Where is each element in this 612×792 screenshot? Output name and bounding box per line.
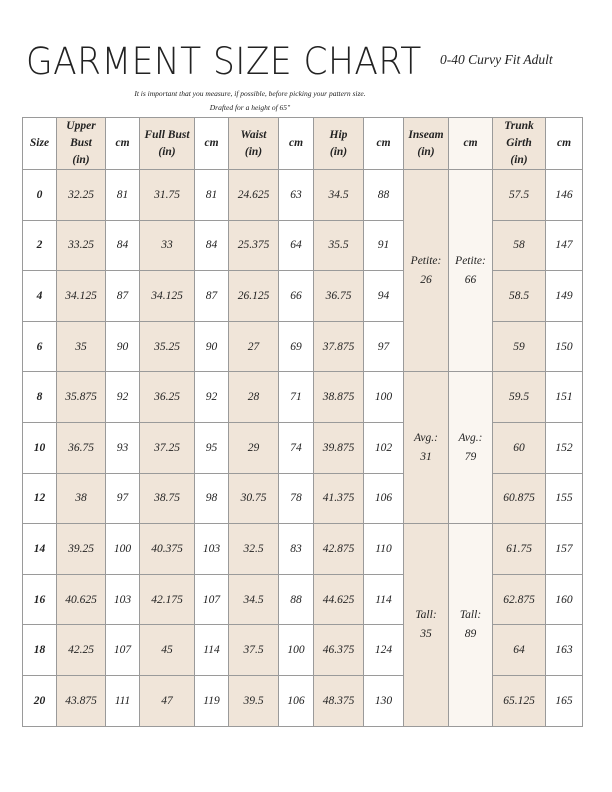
waist-cell: 39.5 [229,675,279,726]
trunk-girth-cm-cell: 160 [546,574,583,625]
upper-bust-cell: 36.75 [57,422,106,473]
inseam-in-cell: Avg.: 31 [404,372,449,524]
trunk-girth-cell: 58 [493,220,546,271]
trunk-girth-cm-cell: 155 [546,473,583,524]
hip-cell: 34.5 [314,170,364,221]
size-chart-table [22,117,583,727]
waist-cm-cell: 74 [279,422,314,473]
size-cell: 16 [23,574,57,625]
upper-bust-cell: 39.25 [57,524,106,575]
upper-bust-cm-cell: 87 [106,271,140,322]
upper-bust-cell: 42.25 [57,625,106,676]
waist-cm-cell: 78 [279,473,314,524]
upper-bust-cm-cell: 92 [106,372,140,423]
size-cell: 14 [23,524,57,575]
table-row [23,574,583,625]
upper-bust-cm-cell: 111 [106,675,140,726]
waist-cell: 37.5 [229,625,279,676]
hip-cell: 48.375 [314,675,364,726]
waist-cell: 34.5 [229,574,279,625]
hip-cell: 42.875 [314,524,364,575]
trunk-girth-cm-cell: 165 [546,675,583,726]
full-bust-cm-cell: 81 [195,170,229,221]
trunk-girth-cm-cell: 149 [546,271,583,322]
table-row [23,625,583,676]
trunk-girth-cell: 62.875 [493,574,546,625]
waist-cell: 29 [229,422,279,473]
hip-cell: 39.875 [314,422,364,473]
trunk-girth-cm-cell: 146 [546,170,583,221]
header-cm: cm [195,118,229,170]
size-cell: 10 [23,422,57,473]
header-inseam: Inseam (in) [404,118,449,170]
hip-cell: 44.625 [314,574,364,625]
full-bust-cell: 42.175 [140,574,195,625]
upper-bust-cm-cell: 90 [106,321,140,372]
waist-cell: 24.625 [229,170,279,221]
full-bust-cell: 33 [140,220,195,271]
header-cm: cm [449,118,493,170]
full-bust-cell: 31.75 [140,170,195,221]
hip-cm-cell: 102 [364,422,404,473]
inseam-cm-cell: Avg.: 79 [449,372,493,524]
full-bust-cm-cell: 87 [195,271,229,322]
hip-cm-cell: 100 [364,372,404,423]
upper-bust-cell: 35.875 [57,372,106,423]
trunk-girth-cell: 58.5 [493,271,546,322]
hip-cm-cell: 97 [364,321,404,372]
header-cm: cm [279,118,314,170]
waist-cm-cell: 88 [279,574,314,625]
table-row [23,372,583,423]
hip-cell: 41.375 [314,473,364,524]
size-cell: 6 [23,321,57,372]
header-size: Size [23,118,57,170]
trunk-girth-cell: 60 [493,422,546,473]
inseam-cm-cell: Petite: 66 [449,170,493,372]
size-cell: 20 [23,675,57,726]
upper-bust-cm-cell: 93 [106,422,140,473]
trunk-girth-cell: 57.5 [493,170,546,221]
full-bust-cm-cell: 84 [195,220,229,271]
waist-cm-cell: 69 [279,321,314,372]
full-bust-cm-cell: 119 [195,675,229,726]
full-bust-cell: 36.25 [140,372,195,423]
chart-subtitle: 0-40 Curvy Fit Adult [440,52,553,67]
waist-cm-cell: 66 [279,271,314,322]
trunk-girth-cm-cell: 147 [546,220,583,271]
size-cell: 2 [23,220,57,271]
waist-cm-cell: 64 [279,220,314,271]
trunk-girth-cell: 65.125 [493,675,546,726]
table-row [23,271,583,322]
inseam-cm-cell: Tall: 89 [449,524,493,726]
header-hip: Hip (in) [314,118,364,170]
header-waist: Waist (in) [229,118,279,170]
hip-cm-cell: 91 [364,220,404,271]
trunk-girth-cm-cell: 163 [546,625,583,676]
table-row [23,675,583,726]
size-cell: 4 [23,271,57,322]
upper-bust-cm-cell: 100 [106,524,140,575]
full-bust-cm-cell: 92 [195,372,229,423]
hip-cell: 46.375 [314,625,364,676]
upper-bust-cm-cell: 103 [106,574,140,625]
waist-cell: 30.75 [229,473,279,524]
trunk-girth-cell: 59 [493,321,546,372]
full-bust-cm-cell: 98 [195,473,229,524]
measure-note: It is important that you measure, if possible, before picking your pattern size. [134,89,366,98]
trunk-girth-cell: 61.75 [493,524,546,575]
full-bust-cell: 47 [140,675,195,726]
full-bust-cm-cell: 103 [195,524,229,575]
upper-bust-cell: 32.25 [57,170,106,221]
upper-bust-cm-cell: 107 [106,625,140,676]
full-bust-cm-cell: 114 [195,625,229,676]
table-row [23,321,583,372]
full-bust-cell: 35.25 [140,321,195,372]
header-cm: cm [106,118,140,170]
size-cell: 12 [23,473,57,524]
full-bust-cell: 38.75 [140,473,195,524]
table-row [23,220,583,271]
hip-cm-cell: 130 [364,675,404,726]
height-note: Drafted for a height of 65" [209,103,291,112]
trunk-girth-cm-cell: 150 [546,321,583,372]
hip-cell: 36.75 [314,271,364,322]
waist-cell: 28 [229,372,279,423]
hip-cm-cell: 94 [364,271,404,322]
table-row [23,170,583,221]
page-title: GARMENT SIZE CHART [26,40,422,83]
size-cell: 0 [23,170,57,221]
table-row [23,524,583,575]
waist-cm-cell: 83 [279,524,314,575]
size-cell: 18 [23,625,57,676]
hip-cell: 38.875 [314,372,364,423]
trunk-girth-cm-cell: 157 [546,524,583,575]
full-bust-cell: 34.125 [140,271,195,322]
waist-cm-cell: 71 [279,372,314,423]
waist-cell: 26.125 [229,271,279,322]
table-row [23,473,583,524]
inseam-in-cell: Petite: 26 [404,170,449,372]
header-cm: cm [546,118,583,170]
header-upper-bust: Upper Bust (in) [57,118,106,170]
hip-cm-cell: 124 [364,625,404,676]
waist-cm-cell: 100 [279,625,314,676]
waist-cell: 32.5 [229,524,279,575]
header-full-bust: Full Bust (in) [140,118,195,170]
trunk-girth-cell: 59.5 [493,372,546,423]
hip-cell: 37.875 [314,321,364,372]
upper-bust-cm-cell: 81 [106,170,140,221]
upper-bust-cell: 34.125 [57,271,106,322]
upper-bust-cell: 33.25 [57,220,106,271]
hip-cm-cell: 110 [364,524,404,575]
trunk-girth-cm-cell: 151 [546,372,583,423]
header-row [23,118,583,170]
waist-cell: 27 [229,321,279,372]
full-bust-cm-cell: 90 [195,321,229,372]
full-bust-cell: 45 [140,625,195,676]
upper-bust-cm-cell: 97 [106,473,140,524]
full-bust-cm-cell: 107 [195,574,229,625]
waist-cm-cell: 106 [279,675,314,726]
hip-cm-cell: 114 [364,574,404,625]
hip-cm-cell: 106 [364,473,404,524]
full-bust-cell: 40.375 [140,524,195,575]
header-trunk-girth: Trunk Girth (in) [493,118,546,170]
trunk-girth-cell: 60.875 [493,473,546,524]
upper-bust-cm-cell: 84 [106,220,140,271]
table-row [23,422,583,473]
hip-cell: 35.5 [314,220,364,271]
size-cell: 8 [23,372,57,423]
hip-cm-cell: 88 [364,170,404,221]
trunk-girth-cell: 64 [493,625,546,676]
full-bust-cell: 37.25 [140,422,195,473]
waist-cm-cell: 63 [279,170,314,221]
full-bust-cm-cell: 95 [195,422,229,473]
waist-cell: 25.375 [229,220,279,271]
inseam-in-cell: Tall: 35 [404,524,449,726]
upper-bust-cell: 35 [57,321,106,372]
upper-bust-cell: 43.875 [57,675,106,726]
upper-bust-cell: 40.625 [57,574,106,625]
header-cm: cm [364,118,404,170]
upper-bust-cell: 38 [57,473,106,524]
trunk-girth-cm-cell: 152 [546,422,583,473]
